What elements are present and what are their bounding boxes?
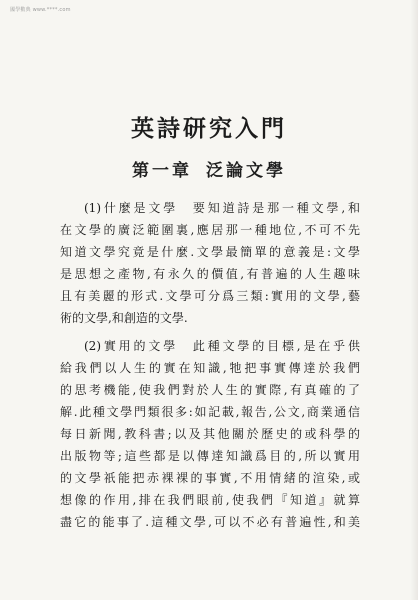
text-line: 出版物等;這些都是以傳達知識爲目的,所以實用 (60, 449, 360, 463)
text-line: 的文學祇能把赤裸裸的事實,不用情緒的渲染,或 (60, 471, 360, 485)
text-line: 盡它的能事了.這種文學,可以不必有普遍性,和美 (60, 515, 360, 529)
watermark-text: 國學數典 www.****.com (10, 7, 71, 13)
page-edge-shadow (410, 0, 418, 600)
text-line: 想像的作用,排在我們眼前,使我們『知道』就算 (60, 493, 360, 507)
text-line: (2)實用的文學 此種文學的目標,是在乎供 (84, 339, 360, 353)
chapter-name: 泛論文學 (206, 161, 286, 181)
paragraph-2 (60, 335, 360, 533)
paragraph-1 (60, 197, 360, 329)
text-line: 的思考機能,使我們對於人生的實際,有真確的了 (60, 383, 360, 397)
text-line: (1)什麼是文學 要知道詩是那一種文學,和 (84, 201, 360, 215)
text-line: 是思想之產物,有永久的價值,有普遍的人生趣味 (60, 267, 360, 281)
text-line: 且有美麗的形式.文學可分爲三類:實用的文學,藝 (60, 289, 360, 303)
book-title: 英詩研究入門 (131, 115, 287, 142)
body-text (60, 197, 360, 539)
text-line: 在文學的廣泛範圍裏,應居那一種地位,不可不先 (60, 223, 360, 237)
text-line: 解.此種文學門類很多:如記載,報告,公文,商業通信 (60, 405, 360, 419)
chapter-number: 第一章 (132, 161, 192, 181)
text-line: 給我們以人生的實在知識,牠把事實傳達於我們 (60, 361, 360, 375)
chapter-heading (0, 163, 418, 180)
text-line: 每日新聞,教科書;以及其他關於歷史的或科學的 (60, 427, 360, 441)
text-line: 術的文學,和創造的文學. (60, 311, 188, 325)
text-line: 知道文學究竟是什麼.文學最簡單的意義是:文學 (60, 245, 360, 259)
